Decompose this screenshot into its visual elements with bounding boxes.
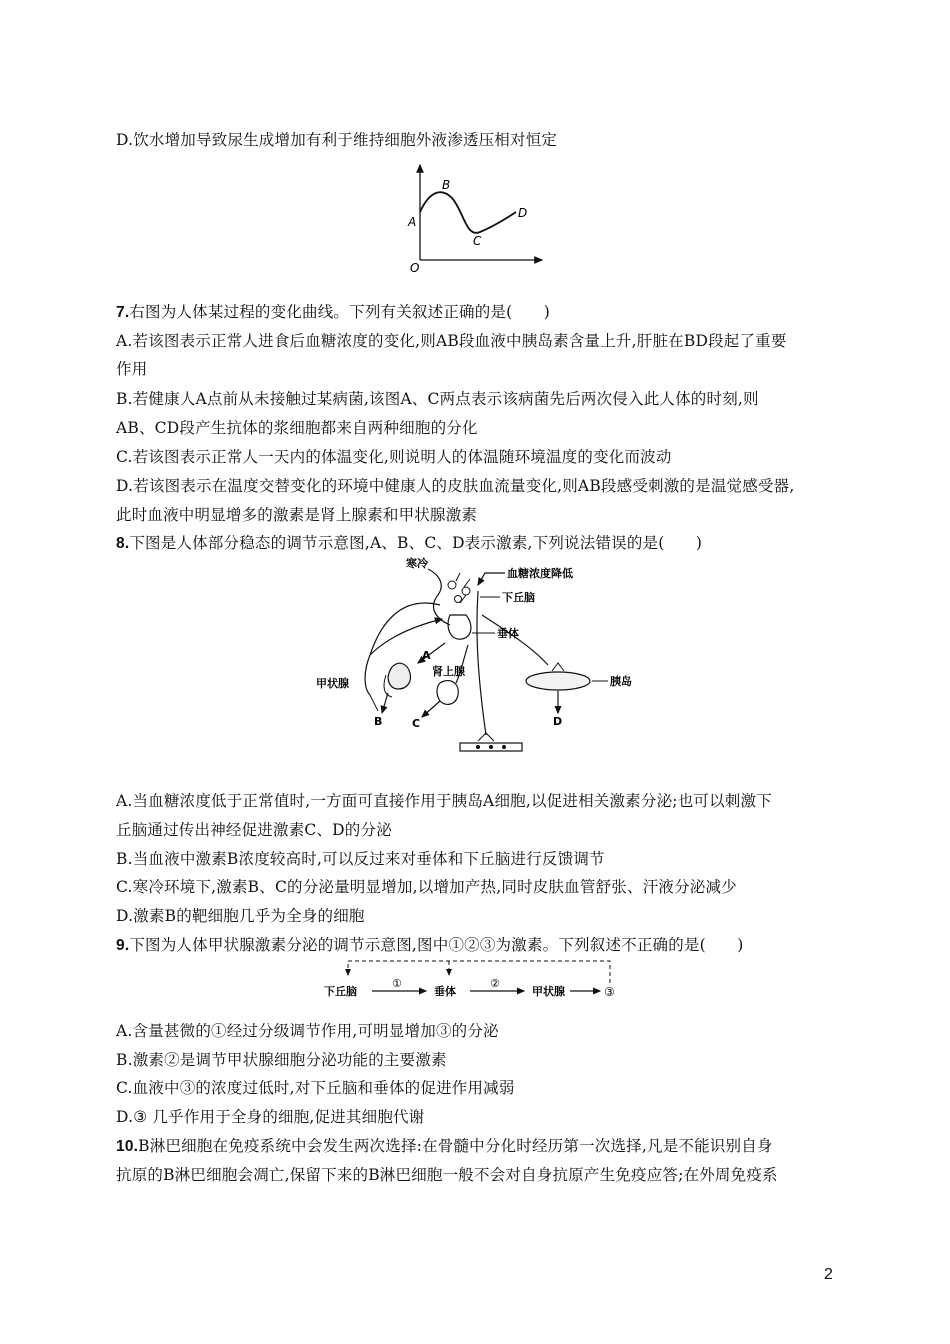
label-d: D [518, 206, 528, 220]
fig9-hormone-1: ① [392, 977, 402, 990]
q10-line2: 抗原的B淋巴细胞会凋亡,保留下来的B淋巴细胞一般不会对自身抗原产生免疫应答;在外周免疫系 [116, 1166, 778, 1184]
fig8-label-hypothalamus: 下丘脑 [502, 591, 535, 604]
q7-stem-text: 右图为人体某过程的变化曲线。下列有关叙述正确的是( ) [129, 303, 551, 321]
fig9-hormone-3: ③ [604, 985, 615, 999]
fig8-label-pituitary: 垂体 [497, 627, 519, 640]
q8-option-a-line2: 丘脑通过传出神经促进激素C、D的分泌 [116, 821, 392, 839]
q10-number: 10. [116, 1138, 139, 1155]
q8-number: 8. [116, 535, 130, 552]
label-c: C [473, 234, 482, 248]
q9-option-d: D.③ 几乎作用于全身的细胞,促进其细胞代谢 [116, 1108, 425, 1126]
label-o: O [410, 261, 420, 275]
q9-option-b: B.激素②是调节甲状腺细胞分泌功能的主要激素 [116, 1051, 447, 1069]
q9-regulation-figure [320, 955, 630, 1003]
fig8-label-adrenal: 肾上腺 [432, 665, 465, 678]
q7-number: 7. [116, 304, 130, 321]
q9-option-a: A.含量甚微的①经过分级调节作用,可明显增加③的分泌 [116, 1022, 499, 1040]
q7-curve-figure [400, 160, 550, 275]
fig9-pituitary: 垂体 [434, 985, 456, 998]
fig9-hormone-2: ② [490, 977, 500, 990]
fig8-label-b: B [374, 715, 383, 728]
q8-option-a-line1: A.当血糖浓度低于正常值时,一方面可直接作用于胰岛A细胞,以促进相关激素分泌;也可以刺激下 [116, 792, 772, 810]
fig8-label-islet: 胰岛 [610, 675, 632, 688]
q8-stem-text: 下图是人体部分稳态的调节示意图,A、B、C、D表示激素,下列说法错误的是( ) [129, 534, 703, 552]
q9-stem [116, 935, 744, 956]
q9-stem-text: 下图为人体甲状腺激素分泌的调节示意图,图中①②③为激素。下列叙述不正确的是( ) [129, 936, 744, 954]
fig8-label-thyroid: 甲状腺 [316, 677, 349, 690]
q7-option-a-line2: 作用 [116, 360, 148, 378]
label-a: A [408, 215, 417, 229]
q10-line1 [116, 1136, 773, 1157]
q7-option-d-line2: 此时血液中明显增多的激素是肾上腺素和甲状腺激素 [116, 506, 478, 524]
q6-option-d: D.饮水增加导致尿生成增加有利于维持细胞外液渗透压相对恒定 [116, 131, 558, 149]
fig9-thyroid: 甲状腺 [532, 985, 565, 998]
q9-option-c: C.血液中③的浓度过低时,对下丘脑和垂体的促进作用减弱 [116, 1079, 515, 1097]
fig8-label-glucose-low: 血糖浓度降低 [507, 567, 573, 580]
q7-option-a-line1: A.若该图表示正常人进食后血糖浓度的变化,则AB段血液中胰岛素含量上升,肝脏在BD段起了重要 [116, 332, 787, 350]
fig8-label-c: C [412, 717, 421, 730]
q7-option-c: C.若该图表示正常人一天内的体温变化,则说明人的体温随环境温度的变化而波动 [116, 448, 672, 466]
fig8-label-cold: 寒冷 [406, 557, 428, 570]
label-b: B [442, 178, 451, 192]
q7-option-b-line2: AB、CD段产生抗体的浆细胞都来自两种细胞的分化 [116, 419, 478, 437]
fig8-label-a: A [422, 649, 431, 662]
fig8-label-d: D [553, 715, 563, 728]
q9-number: 9. [116, 937, 130, 954]
q7-option-b-line1: B.若健康人A点前从未接触过某病菌,该图A、C两点表示该病菌先后两次侵入此人体的时刻,则 [116, 390, 759, 408]
q7-option-d-line1: D.若该图表示在温度交替变化的环境中健康人的皮肤血流量变化,则AB段感受刺激的是温觉感受器, [116, 477, 795, 495]
q8-option-b: B.当血液中激素B浓度较高时,可以反过来对垂体和下丘脑进行反馈调节 [116, 850, 605, 868]
q8-regulation-figure [300, 555, 650, 765]
q10-text-line1: B淋巴细胞在免疫系统中会发生两次选择:在骨髓中分化时经历第一次选择,凡是不能识别自身 [138, 1137, 773, 1155]
fig9-hypothalamus: 下丘脑 [324, 985, 357, 998]
q8-option-d: D.激素B的靶细胞几乎为全身的细胞 [116, 907, 365, 925]
q8-stem [116, 533, 702, 554]
q7-stem [116, 302, 550, 323]
page-number: 2 [824, 1266, 833, 1283]
q8-option-c: C.寒冷环境下,激素B、C的分泌量明显增加,以增加产热,同时皮肤血管舒张、汗液分泌减少 [116, 878, 737, 896]
curve-line [420, 192, 516, 233]
